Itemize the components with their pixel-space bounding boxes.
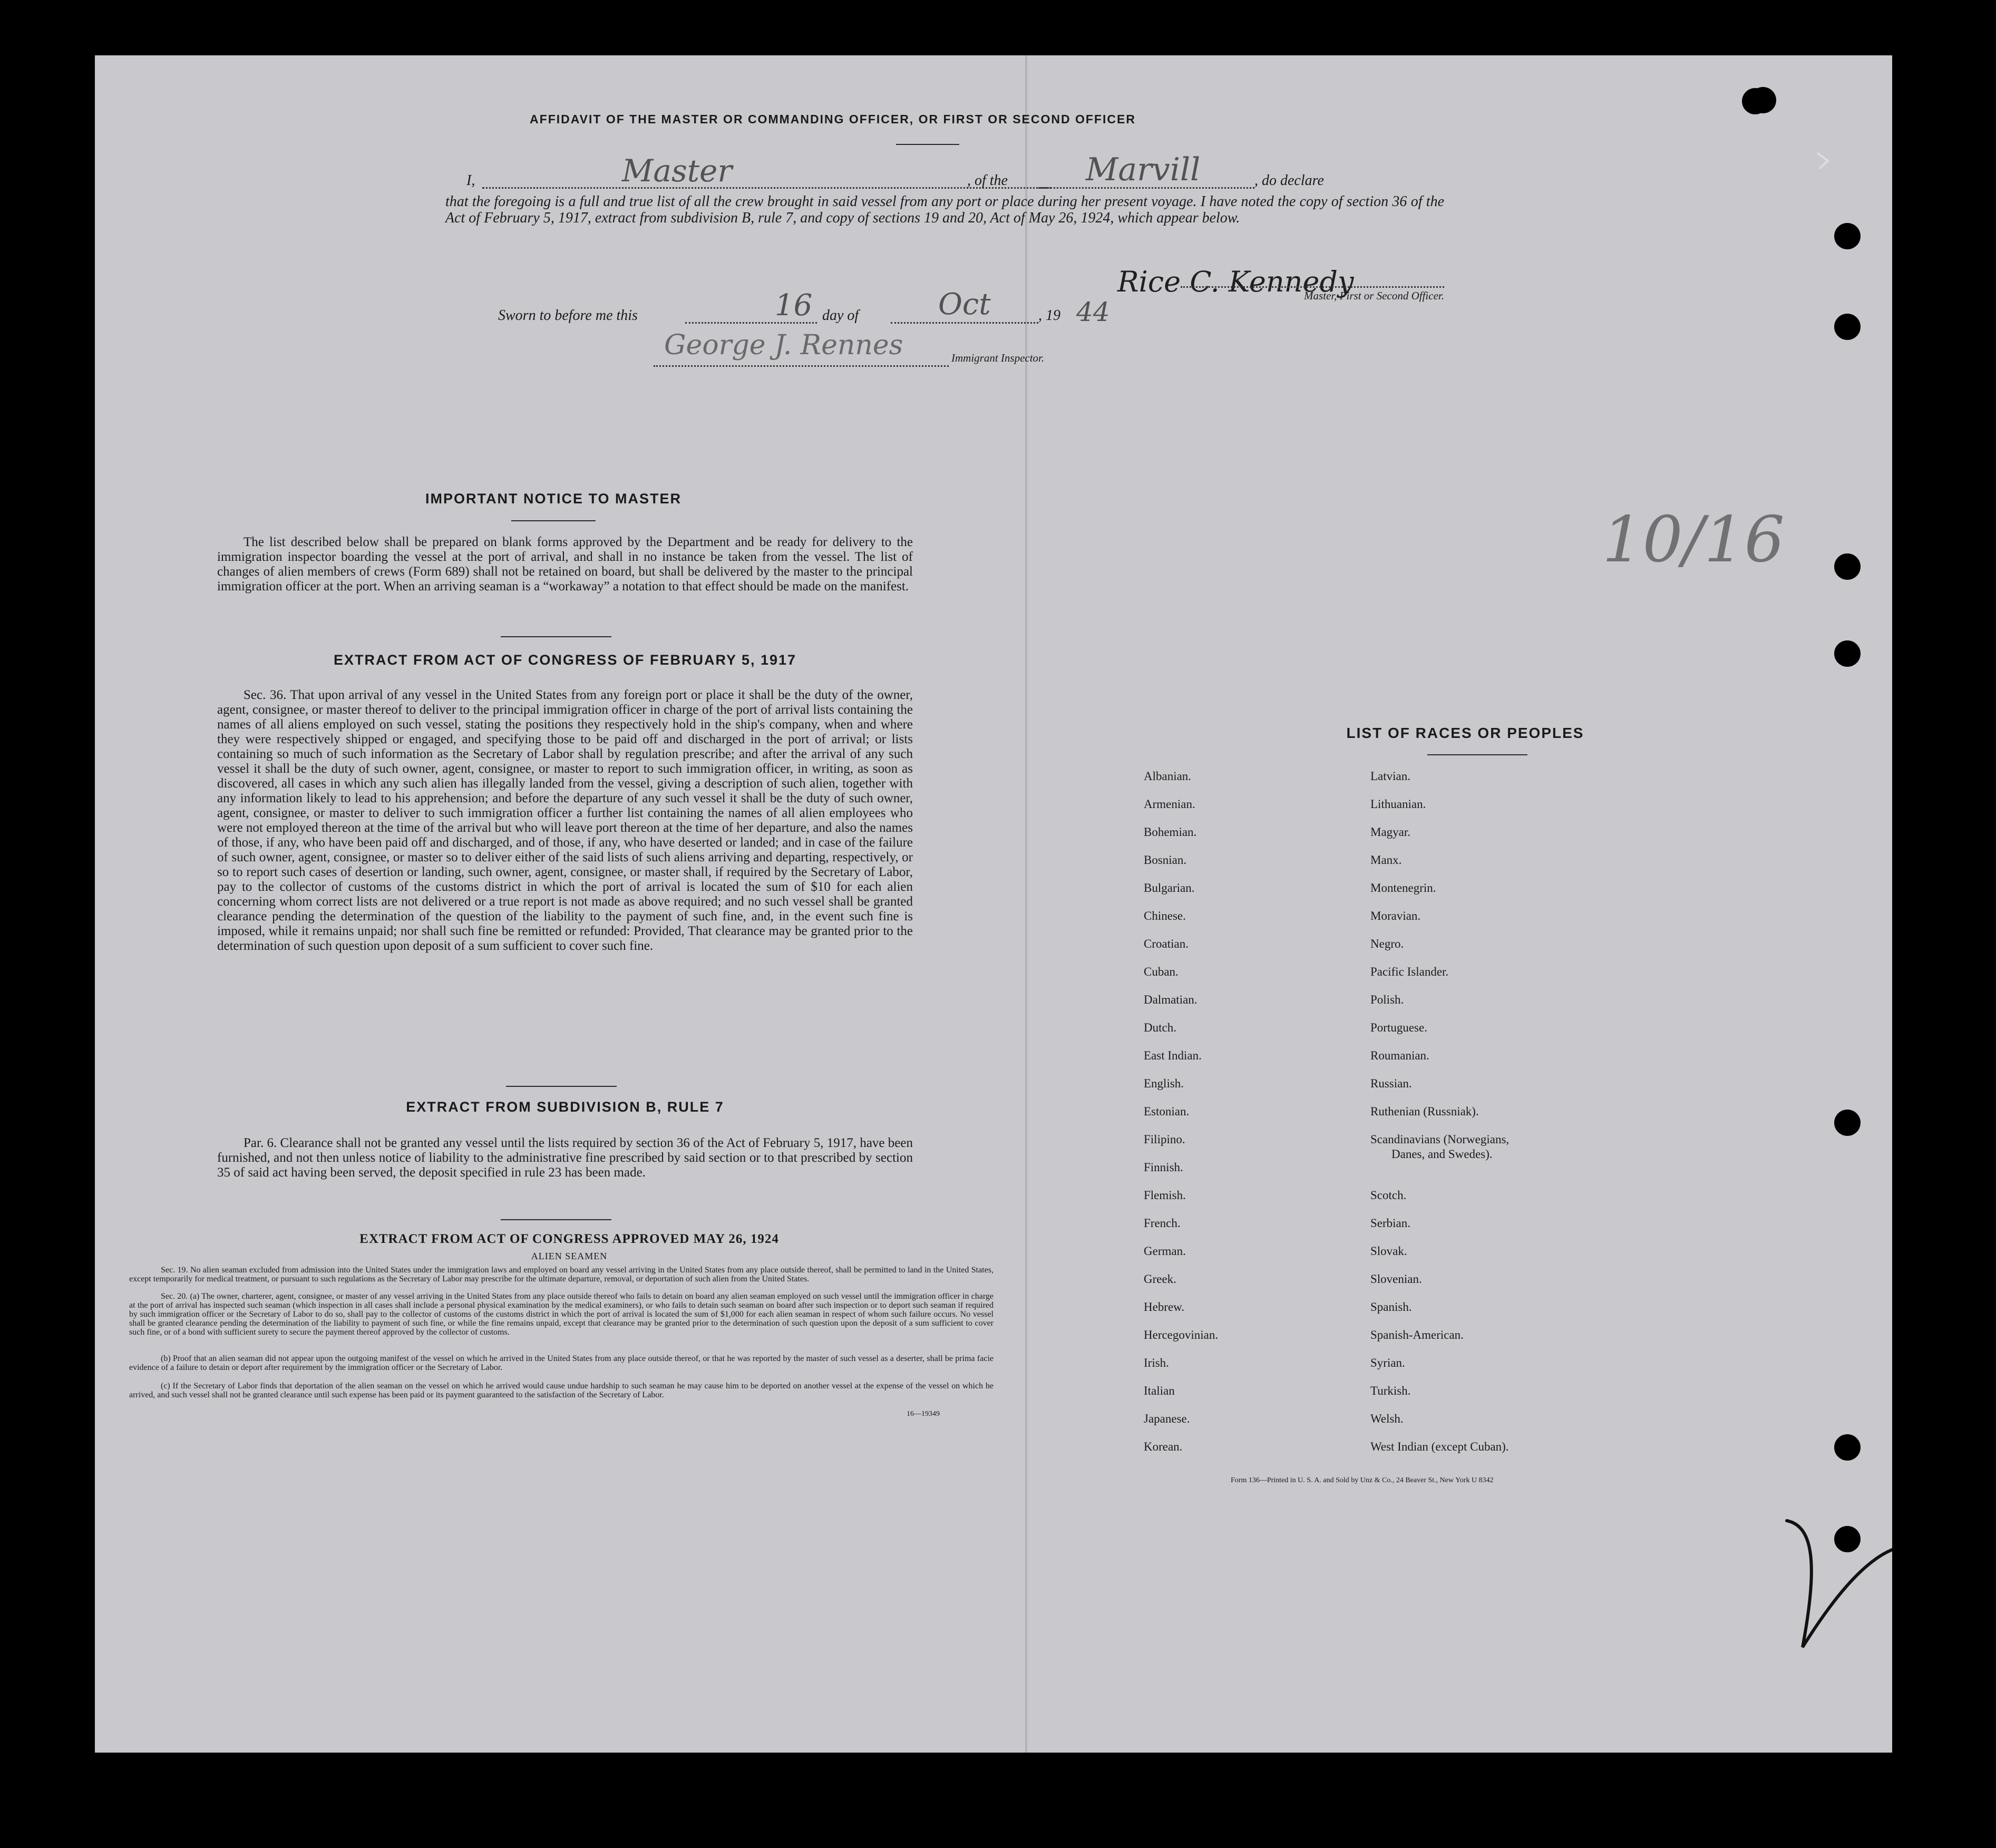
race-left-19: Greek.: [1144, 1272, 1176, 1286]
extract-1917-rule: [506, 1086, 617, 1087]
race-left-9: Dalmatian.: [1144, 993, 1197, 1006]
punch-hole: [1750, 87, 1776, 113]
extract-1924-sec20a: Sec. 20. (a) The owner, charterer, agent, consignee, or master of any vessel arriving in the United States from any place outside thereof who fails to detain on board any alien seaman employed on such vessel until the immigration officer in charge at the port of arrival has inspected such seaman (which inspection in all cases shall include a personal physical examination by the medical examiners), or who fails to detain such seaman on board after such inspection or to deport such seaman if required by such immigration officer or the Secretary of Labor to do so, shall pay to the collector of customs of the customs district in which the port of arrival is located the sum of $1,000 for each alien seaman in respect of whom such failure occurs. No vessel shall be granted clearance pending the determination of the liability to payment of such fine, or while the fine remains unpaid, except that clearance may be granted prior to the determination of such question upon the deposit of a sum sufficient to cover such fine, or of a bond with sufficient surety to secure the payment thereof approved by the collector of customs.: [129, 1292, 994, 1337]
extract-1924-sec20b: (b) Proof that an alien seaman did not appear upon the outgoing manifest of the vessel on which he arrived in the United States from any place outside thereof, or that he was reported by the master of such vessel as a deserter, shall be prima facie evidence of a failure to detain or deport after requirement by the immigration officer or the Secretary of Labor.: [129, 1354, 994, 1372]
inspector-signature: George J. Rennes: [664, 329, 903, 361]
race-right-22: Turkish.: [1370, 1384, 1411, 1397]
race-right-7: Negro.: [1370, 937, 1404, 950]
race-left-24: Japanese.: [1144, 1412, 1190, 1425]
notice-rule: [501, 636, 611, 637]
extract-1917-title: EXTRACT FROM ACT OF CONGRESS OF FEBRUARY 5, 1917: [333, 652, 797, 668]
race-right-9: Polish.: [1370, 993, 1404, 1006]
inspector-line: [654, 365, 949, 367]
race-left-3: Bohemian.: [1144, 825, 1197, 839]
race-left-21: Hercegovinian.: [1144, 1328, 1219, 1341]
race-left-22: Irish.: [1144, 1356, 1169, 1369]
race-left-2: Armenian.: [1144, 797, 1195, 811]
affidavit-do-declare: , do declare: [1254, 172, 1324, 189]
signature-caption: Master, First or Second Officer.: [1304, 289, 1444, 302]
page-fold-line: [1025, 55, 1027, 1753]
punch-hole: [1834, 1434, 1861, 1461]
race-right-10: Portuguese.: [1370, 1021, 1427, 1034]
sworn-text: Sworn to before me this: [498, 307, 638, 324]
check-mark-icon: [1781, 1500, 1892, 1658]
year-prefix: , 19: [1038, 307, 1060, 324]
handwritten-month: Oct: [938, 287, 991, 322]
race-right-15: Scotch.: [1370, 1189, 1407, 1202]
title-underline: [896, 144, 959, 145]
punch-hole: [1834, 314, 1861, 340]
document-page: [95, 55, 1892, 1753]
race-left-12: English.: [1144, 1077, 1184, 1090]
extract-b-rule: [501, 1219, 611, 1220]
race-left-14: Filipino.: [1144, 1133, 1185, 1146]
race-right-8: Pacific Islander.: [1370, 965, 1449, 978]
race-left-8: Cuban.: [1144, 965, 1179, 978]
race-right-4: Manx.: [1370, 853, 1402, 867]
race-right-6: Moravian.: [1370, 909, 1421, 922]
race-right-18: Slovenian.: [1370, 1272, 1422, 1286]
corner-tick-icon: [1813, 148, 1834, 174]
extract-b-body: Par. 6. Clearance shall not be granted any vessel until the lists required by section 36 of the Act of February 5, 1917, have been furnished, and not then unless notice of liability to the administrative fine prescribed by said section or to that prescribed by section 35 of said act having been served, the deposit specified in rule 23 has been made.: [217, 1136, 913, 1180]
race-left-20: Hebrew.: [1144, 1300, 1185, 1314]
race-right-21: Syrian.: [1370, 1356, 1405, 1369]
race-right-13: Ruthenian (Russniak).: [1370, 1105, 1479, 1118]
month-blank-line: [891, 322, 1038, 324]
race-left-11: East Indian.: [1144, 1049, 1202, 1062]
race-right-14: Scandinavians (Norwegians,: [1370, 1133, 1510, 1146]
master-blank-line: [482, 187, 1051, 189]
punch-hole: [1834, 640, 1861, 667]
race-left-15: Finnish.: [1144, 1161, 1183, 1174]
race-right-11: Roumanian.: [1370, 1049, 1429, 1062]
extract-1917-body: Sec. 36. That upon arrival of any vessel in the United States from any foreign port or place it shall be the duty of the owner, agent, consignee, or master thereof to deliver to the principal immigration officer in charge of the port of arrival lists containing the names of all aliens employed on such vessel, stating the positions they respectively hold in the ship's company, when and where they were respectively shipped or engaged, and specifying those to be paid off and discharged in the port of arrival; or lists containing so much of such information as the Secretary of Labor shall by regulation prescribe; and after the arrival of any such vessel it shall be the duty of such owner, agent, consignee, or master to report to such immigration officer, in writing, as soon as discovered, all cases in which any such alien has illegally landed from the vessel, giving a description of such alien, together with any information likely to lead to his apprehension; and before the departure of any such vessel it shall be the duty of such owner, agent, consignee, or master to deliver to such immigration officer a further list containing the names of all alien employees who were not employed thereon at the time of the arrival but who will leave port thereon at the time of her departure, and also the names of those, if any, who have been paid off and discharged, and of those, if any, who have deserted or landed; and in case of the failure of such owner, agent, consignee, or master so to deliver either of the said lists of such aliens arriving and departing, respectively, or so to report such cases of desertion or landing, such owner, agent, consignee, or master shall, if required by the Secretary of Labor, pay to the collector of customs of the customs district in which the port of arrival is located the sum of $10 for each alien concerning whom correct lists are not delivered or a true report is not made as above required; and no such vessel shall be granted clearance pending the determination of the question of the liability to the payment of such fine, and, in the event such fine is imposed, while it remains unpaid; nor shall such fine be remitted or refunded: Provided, That clearance may be granted prior to the determination of such question upon deposit of a sum sufficient to cover such fine.: [217, 688, 913, 953]
race-right-3: Magyar.: [1370, 825, 1411, 839]
extract-1924-sec19: Sec. 19. No alien seaman excluded from admission into the United States under the immigration laws and employed on board any vessel arriving in the United States from any place outside thereof, shall be permitted to land in the United States, except temporarily for medical treatment, or pursuant to such regulations as the Secretary of Labor may prescribe for the ultimate departure, removal, or deportation of such alien from the United States.: [129, 1266, 994, 1283]
affidavit-body: that the foregoing is a full and true list of all the crew brought in said vessel from any port or place during her present voyage. I have noted the copy of section 36 of the Act of February 5, 1917, extract from subdivision B, rule 7, and copy of sections 19 and 20, Act of May 26, 1924, which appear below.: [445, 193, 1444, 226]
races-title: LIST OF RACES OR PEOPLES: [1346, 725, 1584, 741]
race-left-13: Estonian.: [1144, 1105, 1190, 1118]
race-right-17: Slovak.: [1370, 1244, 1407, 1258]
extract-1924-code: 16—19349: [907, 1410, 940, 1418]
affidavit-i: I,: [466, 172, 475, 189]
handwritten-day: 16: [775, 288, 813, 323]
race-left-10: Dutch.: [1144, 1021, 1176, 1034]
race-left-6: Chinese.: [1144, 909, 1186, 922]
handwritten-master: Master: [622, 153, 733, 189]
extract-1924-subtitle: ALIEN SEAMEN: [531, 1251, 608, 1261]
punch-hole: [1834, 553, 1861, 580]
races-underline: [1427, 754, 1527, 755]
notice-title: IMPORTANT NOTICE TO MASTER: [425, 491, 681, 507]
punch-hole: [1834, 1110, 1861, 1136]
inspector-caption: Immigrant Inspector.: [951, 352, 1045, 364]
margin-handwritten-note: 10/16: [1602, 503, 1785, 577]
race-right-20: Spanish-American.: [1370, 1328, 1464, 1341]
handwritten-year: 44: [1076, 297, 1110, 327]
notice-underline: [511, 520, 596, 521]
handwritten-vessel: Marvill: [1086, 151, 1201, 188]
race-left-7: Croatian.: [1144, 937, 1189, 950]
race-left-4: Bosnian.: [1144, 853, 1187, 867]
race-left-16: Flemish.: [1144, 1189, 1186, 1202]
affidavit-of-the: , of the: [967, 172, 1008, 189]
race-left-25: Korean.: [1144, 1440, 1183, 1453]
race-right-12: Russian.: [1370, 1077, 1412, 1090]
race-right-19: Spanish.: [1370, 1300, 1412, 1314]
race-left-17: French.: [1144, 1217, 1181, 1230]
form-footer-note: Form 136—Printed in U. S. A. and Sold by Unz & Co., 24 Beaver St., New York U 8342: [1231, 1476, 1494, 1484]
race-right-16: Serbian.: [1370, 1217, 1411, 1230]
master-signature: Rice C. Kennedy: [1117, 265, 1354, 298]
affidavit-title: AFFIDAVIT OF THE MASTER OR COMMANDING OFFICER, OR FIRST OR SECOND OFFICER: [530, 112, 1136, 126]
race-right-5: Montenegrin.: [1370, 881, 1436, 894]
extract-1924-title: EXTRACT FROM ACT OF CONGRESS APPROVED MAY 26, 1924: [359, 1232, 779, 1246]
race-left-1: Albanian.: [1144, 770, 1192, 783]
notice-body: The list described below shall be prepared on blank forms approved by the Department and be ready for delivery to the immigration inspector boarding the vessel at the port of arrival, and shall in no instance be taken from the vessel. The list of changes of alien members of crews (Form 689) shall not be retained on board, but shall be delivered by the master to the principal immigration officer at the port. When an arriving seaman is a “workaway” a notation to that effect should be made on the manifest.: [217, 535, 913, 594]
extract-b-title: EXTRACT FROM SUBDIVISION B, RULE 7: [406, 1099, 724, 1115]
race-left-23: Italian: [1144, 1384, 1175, 1397]
race-left-18: German.: [1144, 1244, 1186, 1258]
extract-1924-sec20c: (c) If the Secretary of Labor finds that deportation of the alien seaman on the vessel on which he arrived would cause undue hardship to such seaman he may cause him to be deported on another vessel at the expense of the vessel on which he arrived, and such vessel shall not be granted clearance until such expense has been paid or its payment guaranteed to the satisfaction of the Secretary of Labor.: [129, 1382, 994, 1399]
day-of-text: day of: [822, 307, 859, 324]
signature-line: [1181, 286, 1444, 288]
race-right-14-continued: Danes, and Swedes).: [1391, 1147, 1493, 1161]
race-left-5: Bulgarian.: [1144, 881, 1195, 894]
punch-hole: [1834, 223, 1861, 249]
race-right-2: Lithuanian.: [1370, 797, 1426, 811]
race-right-24: West Indian (except Cuban).: [1370, 1440, 1509, 1453]
race-right-1: Latvian.: [1370, 770, 1410, 783]
race-right-23: Welsh.: [1370, 1412, 1404, 1425]
